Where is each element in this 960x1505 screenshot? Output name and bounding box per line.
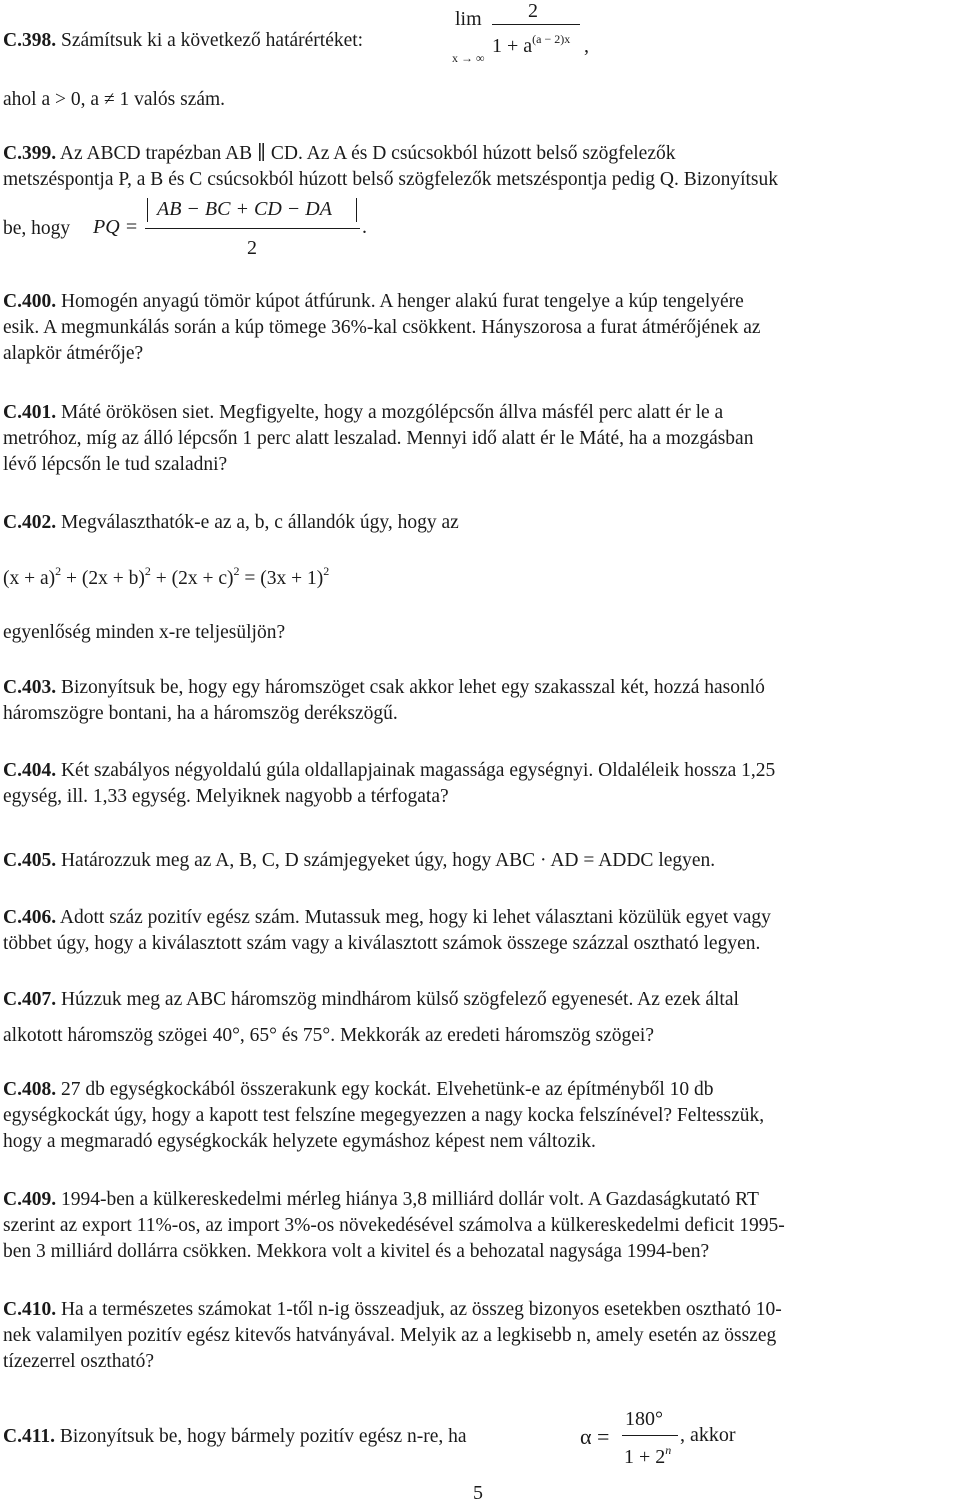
problem-label: C.398. [3,30,57,51]
problem-c404: C.404. Két szabályos négyoldalú gúla oldallapjainak magassága egységnyi. Oldaléleik hossza 1,25 egység, ill. 1,33 egység. Melyiknek nagyobb a térfogata? [3,760,776,807]
problem-c407: C.407. Húzzuk meg az ABC háromszög mindhárom külső szögfelező egyenesét. Az ezek által [3,989,739,1010]
alpha-lhs: α = [580,1424,610,1449]
alpha-trailing-text: , akkor [680,1424,736,1446]
problem-c410: C.410. Ha a természetes számokat 1-től n-ig összeadjuk, az összeg bizonyos esetekben osztható 10- nek valamilyen pozitív egész kitevős hatványával. Melyik az a legkisebb n, amely esetén az összeg tízezerrel osztható? [3,1299,782,1372]
limit-denominator: $1 + a^{(a - 2)x}$ [492,32,571,57]
problem-c408: C.408. 27 db egységkockából összerakunk egy kockát. Elvehetünk-e az építményből 10 db egységkockát úgy, hogy a kapott test felszíne megegyezzen a nagy kocka felszínével? Feltesszük, hogy a megmaradó egységkockák helyzete egymáshoz képest nem változik. [3,1079,765,1152]
problem-c411: C.411. Bizonyítsuk be, hogy bármely pozitív egész n-re, ha [3,1426,467,1447]
problem-c406: C.406. Adott száz pozitív egész szám. Mutassuk meg, hogy ki lehet választani közülük egyet vagy többet úgy, hogy a kiválasztott szám vagy a kiválasztott számok összege százzal osztható legyen. [3,907,771,954]
problem-c405: C.405. Határozzuk meg az A, B, C, D számjegyeket úgy, hogy ABC · AD = ADDC legyen. [3,850,716,871]
problem-c398-condition: ahol a > 0, a ≠ 1 valós szám. [3,89,226,110]
limit-numerator: 2 [528,0,538,22]
problem-c399-formula-intro: be, hogy [3,218,71,239]
problem-c407-line2: alkotott háromszög szögei 40°, 65° és 75°. Mekkorák az eredeti háromszög szögei? [3,1025,654,1046]
problem-text: Számítsuk ki a következő határértéket: [60,30,364,51]
alpha-denominator: $1 + 2^n$ [624,1443,672,1468]
abs-bar-right [356,198,357,222]
problem-label: C.399. [3,143,57,164]
pq-denominator: 2 [247,237,257,259]
problem-c401: C.401. Máté örökösen siet. Megfigyelte, hogy a mozgólépcsőn állva másfél perc alatt ér le a metróhoz, míg az álló lépcsőn 1 perc alatt leszalad. Mennyi idő alatt ér le Máté, ha a mozgásban lévő lépcsőn le tud szaladni? [3,402,754,475]
pq-lhs: PQ = [93,216,139,238]
alpha-numerator: 180° [625,1408,663,1430]
fraction-bar [492,24,580,25]
abs-bar-left [147,198,148,222]
fraction-bar [145,228,360,229]
problem-c409: C.409. 1994-ben a külkereskedelmi mérleg hiánya 3,8 milliárd dollár volt. A Gazdaságkutató RT szerint az export 11%-os, az import 3%-os növekedésével számolva a külkereskedelmi deficit 1995- ben 3 milliárd dollárra csökken. Mekkora volt a kivitel és a behozatal nagysága 1994-ben? [3,1189,785,1262]
problem-c400: C.400. Homogén anyagú tömör kúpot átfúrunk. A henger alakú furat tengelye a kúp tengelyére esik. A megmunkálás során a kúp tömege 36%-kal csökkent. Hányszorosa a furat átmérőjének az alapkör átmérője? [3,291,761,364]
problem-c402-end: egyenlőség minden x-re teljesüljön? [3,622,286,643]
pq-trailing-period: . [362,216,367,238]
lim-operator: lim [455,8,482,30]
pq-numerator: AB − BC + CD − DA [157,198,332,220]
limit-trailing-comma: , [584,35,589,57]
fraction-bar [622,1435,678,1436]
problem-c399: C.399. Az ABCD trapézban AB ∥ CD. Az A és D csúcsokból húzott belső szögfelezők metszéspontja P, a B és C csúcsokból húzott belső szögfelezők metszéspontja pedig Q. Bizonyítsuk [3,143,778,190]
problem-c403: C.403. Bizonyítsuk be, hogy egy háromszöget csak akkor lehet egy szakasszal két, hozzá hasonló háromszögre bontani, ha a háromszög derékszögű. [3,677,765,724]
lim-subscript: x → ∞ [452,51,485,65]
equation-c402: $(x + a)^2 + (2x + b)^2 + (2x + c)^2 = (3x + 1)^2$ [3,564,330,589]
page-number: 5 [473,1482,483,1504]
problem-c402: C.402. Megválaszthatók-e az a, b, c állandók úgy, hogy az [3,512,459,533]
